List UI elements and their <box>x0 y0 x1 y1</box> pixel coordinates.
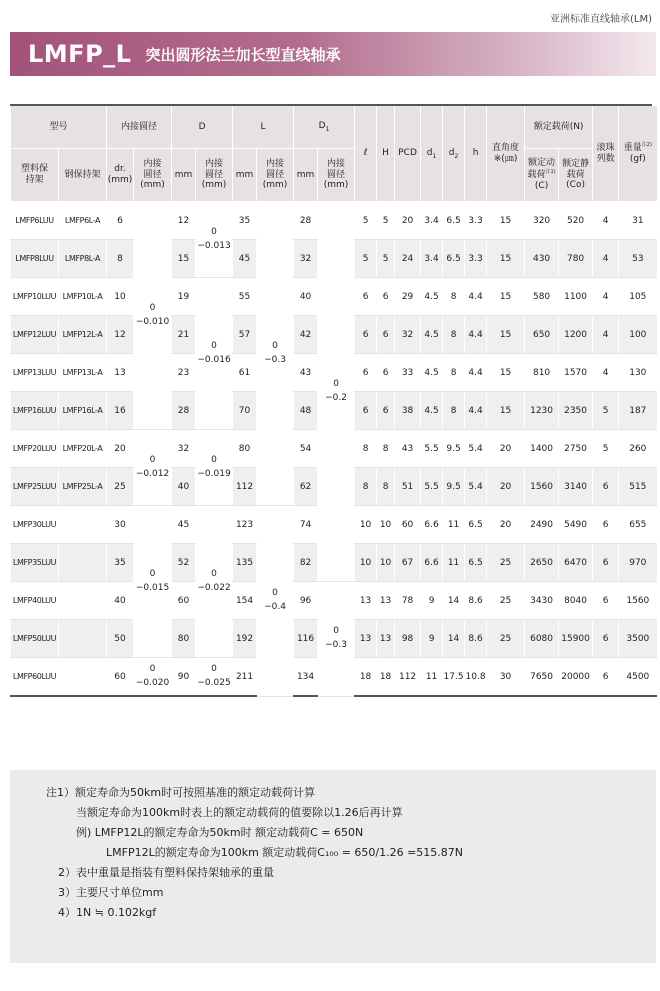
perp-cell: 15 <box>487 392 525 430</box>
h-cell: 6.5 <box>465 544 487 582</box>
D1-cell: 62 <box>294 468 318 506</box>
header-L-tolerance: 内接 圆径 (mm) <box>257 149 294 202</box>
header-dynamic-load: 额定动 载荷$^{注1)}$ (C) <box>525 149 559 202</box>
balls-cell: 6 <box>593 620 619 658</box>
dr-cell: 50 <box>107 620 134 658</box>
header-weight: 重量$^{注2)}$ (gf) <box>619 106 657 202</box>
d1-cell: 9 <box>421 620 443 658</box>
C-cell: 1400 <box>525 430 559 468</box>
d2-cell: 9.5 <box>443 468 465 506</box>
d1-cell: 4.5 <box>421 278 443 316</box>
weight-cell: 260 <box>619 430 657 468</box>
D-tolerance-cell: 0 −0.016 <box>196 278 233 430</box>
d1-cell: 3.4 <box>421 202 443 240</box>
L-cell: 211 <box>233 658 257 697</box>
note-1-example-calc: LMFP12L的额定寿命为100km 额定动载荷C₁₀₀ = 650/1.26 =515.87N <box>106 846 464 859</box>
C-cell: 320 <box>525 202 559 240</box>
L-cell: 45 <box>233 240 257 278</box>
H-cell: 10 <box>377 506 395 544</box>
balls-cell: 5 <box>593 430 619 468</box>
header-D1: $D_1$ <box>294 106 355 149</box>
l-cell: 8 <box>355 468 377 506</box>
L-tolerance-cell: 0 −0.4 <box>257 506 294 697</box>
D-cell: 60 <box>172 582 196 620</box>
d1-cell: 4.5 <box>421 354 443 392</box>
d2-cell: 8 <box>443 392 465 430</box>
Co-cell: 1100 <box>559 278 593 316</box>
product-title: LMFP_L <box>28 40 132 68</box>
header-D-mm: mm <box>172 149 196 202</box>
Co-cell: 5490 <box>559 506 593 544</box>
d1-cell: 4.5 <box>421 392 443 430</box>
header-L-mm: mm <box>233 149 257 202</box>
header-dr-mm: dr. (mm) <box>107 149 134 202</box>
table-row <box>11 202 657 240</box>
model-steel-cell: LMFP6L-A <box>59 202 107 240</box>
D1-cell: 54 <box>294 430 318 468</box>
H-cell: 5 <box>377 240 395 278</box>
D1-cell: 82 <box>294 544 318 582</box>
D-cell: 12 <box>172 202 196 240</box>
h-cell: 3.3 <box>465 240 487 278</box>
dr-tolerance-cell: 0 −0.015 <box>134 506 172 658</box>
Co-cell: 2750 <box>559 430 593 468</box>
header-D: D <box>172 106 233 149</box>
d2-cell: 17.5 <box>443 658 465 697</box>
D-cell: 19 <box>172 278 196 316</box>
dr-tolerance-cell: 0 −0.020 <box>134 658 172 697</box>
D1-cell: 43 <box>294 354 318 392</box>
D1-tolerance-cell: 0 −0.2 <box>318 202 355 582</box>
header-D1-tolerance: 内接 圆径 (mm) <box>318 149 355 202</box>
model-plastic-cell: LMFP60LUU <box>11 658 59 697</box>
model-plastic-cell: LMFP25LUU <box>11 468 59 506</box>
D-cell: 28 <box>172 392 196 430</box>
C-cell: 3430 <box>525 582 559 620</box>
d2-cell: 11 <box>443 506 465 544</box>
l-cell: 6 <box>355 392 377 430</box>
header-static-load: 额定静 载荷 (Co) <box>559 149 593 202</box>
h-cell: 3.3 <box>465 202 487 240</box>
L-cell: 35 <box>233 202 257 240</box>
L-cell: 80 <box>233 430 257 468</box>
H-cell: 6 <box>377 392 395 430</box>
balls-cell: 4 <box>593 316 619 354</box>
balls-cell: 4 <box>593 278 619 316</box>
d2-cell: 14 <box>443 582 465 620</box>
Co-cell: 780 <box>559 240 593 278</box>
C-cell: 2490 <box>525 506 559 544</box>
h-cell: 4.4 <box>465 392 487 430</box>
weight-cell: 1560 <box>619 582 657 620</box>
model-plastic-cell: LMFP35LUU <box>11 544 59 582</box>
dr-cell: 20 <box>107 430 134 468</box>
spec-table-container <box>10 106 652 697</box>
D-cell: 90 <box>172 658 196 697</box>
PCD-cell: 112 <box>395 658 421 697</box>
weight-cell: 4500 <box>619 658 657 697</box>
header-ball-rows: 滚珠 列数 <box>593 106 619 202</box>
D1-cell: 116 <box>294 620 318 658</box>
model-steel-cell: LMFP16L-A <box>59 392 107 430</box>
header-inscribed-diameter: 内接圆径 <box>107 106 172 149</box>
l-cell: 13 <box>355 620 377 658</box>
header-PCD: PCD <box>395 106 421 202</box>
H-cell: 8 <box>377 468 395 506</box>
l-cell: 6 <box>355 316 377 354</box>
balls-cell: 4 <box>593 240 619 278</box>
PCD-cell: 20 <box>395 202 421 240</box>
perp-cell: 20 <box>487 430 525 468</box>
Co-cell: 20000 <box>559 658 593 697</box>
D-tolerance-cell: 0 −0.025 <box>196 658 233 697</box>
header-l: ℓ <box>355 106 377 202</box>
C-cell: 580 <box>525 278 559 316</box>
d1-cell: 3.4 <box>421 240 443 278</box>
model-steel-cell: LMFP10L-A <box>59 278 107 316</box>
h-cell: 5.4 <box>465 468 487 506</box>
perp-cell: 20 <box>487 468 525 506</box>
h-cell: 4.4 <box>465 316 487 354</box>
balls-cell: 6 <box>593 506 619 544</box>
h-cell: 8.6 <box>465 582 487 620</box>
note-1-example: 例) LMFP12L的额定寿命为50km时 额定动载荷C = 650N <box>76 826 364 839</box>
PCD-cell: 60 <box>395 506 421 544</box>
header-plastic-retainer: 塑料保 持架 <box>11 149 59 202</box>
h-cell: 4.4 <box>465 278 487 316</box>
header-dr-tolerance: 内接 圆径 (mm) <box>134 149 172 202</box>
spec-table <box>10 106 657 697</box>
header-L: L <box>233 106 294 149</box>
Co-cell: 15900 <box>559 620 593 658</box>
H-cell: 8 <box>377 430 395 468</box>
H-cell: 10 <box>377 544 395 582</box>
D-tolerance-cell: 0 −0.022 <box>196 506 233 658</box>
note-4: 4）1N ≒ 0.102kgf <box>58 906 157 919</box>
header-d2: $d_2$ <box>443 106 465 202</box>
model-plastic-cell: LMFP20LUU <box>11 430 59 468</box>
dr-cell: 16 <box>107 392 134 430</box>
l-cell: 8 <box>355 430 377 468</box>
D-cell: 23 <box>172 354 196 392</box>
weight-cell: 3500 <box>619 620 657 658</box>
note-2: 2）表中重量是指装有塑料保持架轴承的重量 <box>58 866 274 879</box>
model-plastic-cell: LMFP10LUU <box>11 278 59 316</box>
L-tolerance-cell: 0 −0.3 <box>257 202 294 506</box>
balls-cell: 4 <box>593 354 619 392</box>
C-cell: 810 <box>525 354 559 392</box>
PCD-cell: 98 <box>395 620 421 658</box>
balls-cell: 6 <box>593 582 619 620</box>
C-cell: 6080 <box>525 620 559 658</box>
l-cell: 6 <box>355 354 377 392</box>
h-cell: 10.8 <box>465 658 487 697</box>
d1-cell: 5.5 <box>421 468 443 506</box>
model-steel-cell: LMFP20L-A <box>59 430 107 468</box>
model-steel-cell <box>59 620 107 658</box>
l-cell: 13 <box>355 582 377 620</box>
H-cell: 13 <box>377 582 395 620</box>
header-model: 型号 <box>11 106 107 149</box>
D1-cell: 96 <box>294 582 318 620</box>
L-cell: 55 <box>233 278 257 316</box>
header-perpendicularity: 直角度 ※(㎛) <box>487 106 525 202</box>
model-plastic-cell: LMFP8LUU <box>11 240 59 278</box>
d1-cell: 9 <box>421 582 443 620</box>
notes-panel <box>10 770 656 963</box>
H-cell: 6 <box>377 316 395 354</box>
model-steel-cell: LMFP12L-A <box>59 316 107 354</box>
weight-cell: 53 <box>619 240 657 278</box>
D1-cell: 134 <box>294 658 318 697</box>
L-cell: 154 <box>233 582 257 620</box>
model-plastic-cell: LMFP16LUU <box>11 392 59 430</box>
Co-cell: 520 <box>559 202 593 240</box>
H-cell: 13 <box>377 620 395 658</box>
Co-cell: 8040 <box>559 582 593 620</box>
header-rated-load: 额定载荷(N) <box>525 106 593 149</box>
perp-cell: 25 <box>487 544 525 582</box>
L-cell: 112 <box>233 468 257 506</box>
model-steel-cell: LMFP25L-A <box>59 468 107 506</box>
C-cell: 430 <box>525 240 559 278</box>
PCD-cell: 51 <box>395 468 421 506</box>
Co-cell: 1570 <box>559 354 593 392</box>
d2-cell: 14 <box>443 620 465 658</box>
l-cell: 5 <box>355 240 377 278</box>
D1-cell: 32 <box>294 240 318 278</box>
model-steel-cell <box>59 506 107 544</box>
model-plastic-cell: LMFP40LUU <box>11 582 59 620</box>
dr-tolerance-cell: 0 −0.012 <box>134 430 172 506</box>
model-steel-cell <box>59 544 107 582</box>
L-cell: 192 <box>233 620 257 658</box>
D-cell: 45 <box>172 506 196 544</box>
h-cell: 6.5 <box>465 506 487 544</box>
title-banner <box>10 32 656 76</box>
dr-cell: 60 <box>107 658 134 697</box>
H-cell: 6 <box>377 354 395 392</box>
dr-cell: 13 <box>107 354 134 392</box>
L-cell: 70 <box>233 392 257 430</box>
C-cell: 1230 <box>525 392 559 430</box>
d2-cell: 8 <box>443 316 465 354</box>
D1-tolerance-cell: 0 −0.3 <box>318 582 355 697</box>
dr-cell: 25 <box>107 468 134 506</box>
L-cell: 123 <box>233 506 257 544</box>
H-cell: 5 <box>377 202 395 240</box>
note-1-detail: 当额定寿命为100km时表上的额定动载荷的值要除以1.26后再计算 <box>76 806 403 819</box>
weight-cell: 187 <box>619 392 657 430</box>
perp-cell: 20 <box>487 506 525 544</box>
D1-cell: 74 <box>294 506 318 544</box>
dr-cell: 40 <box>107 582 134 620</box>
C-cell: 7650 <box>525 658 559 697</box>
perp-cell: 15 <box>487 354 525 392</box>
weight-cell: 515 <box>619 468 657 506</box>
perp-cell: 30 <box>487 658 525 697</box>
header-D1-mm: mm <box>294 149 318 202</box>
PCD-cell: 32 <box>395 316 421 354</box>
d1-cell: 11 <box>421 658 443 697</box>
D1-cell: 40 <box>294 278 318 316</box>
l-cell: 10 <box>355 544 377 582</box>
balls-cell: 6 <box>593 468 619 506</box>
model-plastic-cell: LMFP12LUU <box>11 316 59 354</box>
PCD-cell: 24 <box>395 240 421 278</box>
PCD-cell: 38 <box>395 392 421 430</box>
catalog-category: 亚洲标准直线轴承(LM) <box>549 14 652 25</box>
model-plastic-cell: LMFP50LUU <box>11 620 59 658</box>
model-steel-cell <box>59 582 107 620</box>
d2-cell: 8 <box>443 278 465 316</box>
model-steel-cell: LMFP13L-A <box>59 354 107 392</box>
header-H: H <box>377 106 395 202</box>
perp-cell: 15 <box>487 278 525 316</box>
H-cell: 6 <box>377 278 395 316</box>
weight-cell: 105 <box>619 278 657 316</box>
weight-cell: 31 <box>619 202 657 240</box>
Co-cell: 6470 <box>559 544 593 582</box>
dr-cell: 30 <box>107 506 134 544</box>
C-cell: 650 <box>525 316 559 354</box>
C-cell: 2650 <box>525 544 559 582</box>
h-cell: 8.6 <box>465 620 487 658</box>
l-cell: 10 <box>355 506 377 544</box>
dr-cell: 6 <box>107 202 134 240</box>
d2-cell: 11 <box>443 544 465 582</box>
balls-cell: 6 <box>593 658 619 697</box>
model-plastic-cell: LMFP30LUU <box>11 506 59 544</box>
dr-tolerance-cell: 0 −0.010 <box>134 202 172 430</box>
L-cell: 61 <box>233 354 257 392</box>
dr-cell: 8 <box>107 240 134 278</box>
header-D-tolerance: 内接 圆径 (mm) <box>196 149 233 202</box>
L-cell: 135 <box>233 544 257 582</box>
note-3: 3）主要尺寸单位mm <box>58 886 164 899</box>
weight-cell: 655 <box>619 506 657 544</box>
l-cell: 5 <box>355 202 377 240</box>
header-d1: $d_1$ <box>421 106 443 202</box>
D1-cell: 28 <box>294 202 318 240</box>
table-row <box>11 582 657 620</box>
l-cell: 6 <box>355 278 377 316</box>
D-cell: 80 <box>172 620 196 658</box>
PCD-cell: 67 <box>395 544 421 582</box>
d2-cell: 9.5 <box>443 430 465 468</box>
perp-cell: 15 <box>487 202 525 240</box>
spec-table-body <box>11 202 657 697</box>
d1-cell: 6.6 <box>421 544 443 582</box>
balls-cell: 4 <box>593 202 619 240</box>
note-1: 注1）额定寿命为50km时可按照基准的额定动载荷计算 <box>46 786 316 799</box>
perp-cell: 15 <box>487 316 525 354</box>
model-steel-cell: LMFP8L-A <box>59 240 107 278</box>
d2-cell: 6.5 <box>443 202 465 240</box>
weight-cell: 970 <box>619 544 657 582</box>
D-tolerance-cell: 0 −0.019 <box>196 430 233 506</box>
D-cell: 40 <box>172 468 196 506</box>
Co-cell: 2350 <box>559 392 593 430</box>
d1-cell: 5.5 <box>421 430 443 468</box>
h-cell: 5.4 <box>465 430 487 468</box>
dr-cell: 10 <box>107 278 134 316</box>
PCD-cell: 33 <box>395 354 421 392</box>
Co-cell: 3140 <box>559 468 593 506</box>
perp-cell: 25 <box>487 620 525 658</box>
weight-cell: 100 <box>619 316 657 354</box>
d1-cell: 6.6 <box>421 506 443 544</box>
PCD-cell: 43 <box>395 430 421 468</box>
D1-cell: 48 <box>294 392 318 430</box>
d2-cell: 6.5 <box>443 240 465 278</box>
D-cell: 15 <box>172 240 196 278</box>
h-cell: 4.4 <box>465 354 487 392</box>
D-cell: 52 <box>172 544 196 582</box>
dr-cell: 35 <box>107 544 134 582</box>
D-cell: 21 <box>172 316 196 354</box>
balls-cell: 6 <box>593 544 619 582</box>
perp-cell: 25 <box>487 582 525 620</box>
C-cell: 1560 <box>525 468 559 506</box>
L-cell: 57 <box>233 316 257 354</box>
balls-cell: 5 <box>593 392 619 430</box>
model-steel-cell <box>59 658 107 697</box>
header-steel-retainer: 钢保持架 <box>59 149 107 202</box>
dr-cell: 12 <box>107 316 134 354</box>
d1-cell: 4.5 <box>421 316 443 354</box>
product-subtitle: 突出圆形法兰加长型直线轴承 <box>145 45 341 64</box>
D1-cell: 42 <box>294 316 318 354</box>
H-cell: 18 <box>377 658 395 697</box>
header-h: h <box>465 106 487 202</box>
D-tolerance-cell: 0 −0.013 <box>196 202 233 278</box>
model-plastic-cell: LMFP13LUU <box>11 354 59 392</box>
model-plastic-cell: LMFP6LUU <box>11 202 59 240</box>
PCD-cell: 78 <box>395 582 421 620</box>
l-cell: 18 <box>355 658 377 697</box>
perp-cell: 15 <box>487 240 525 278</box>
weight-cell: 130 <box>619 354 657 392</box>
PCD-cell: 29 <box>395 278 421 316</box>
D-cell: 32 <box>172 430 196 468</box>
Co-cell: 1200 <box>559 316 593 354</box>
d2-cell: 8 <box>443 354 465 392</box>
